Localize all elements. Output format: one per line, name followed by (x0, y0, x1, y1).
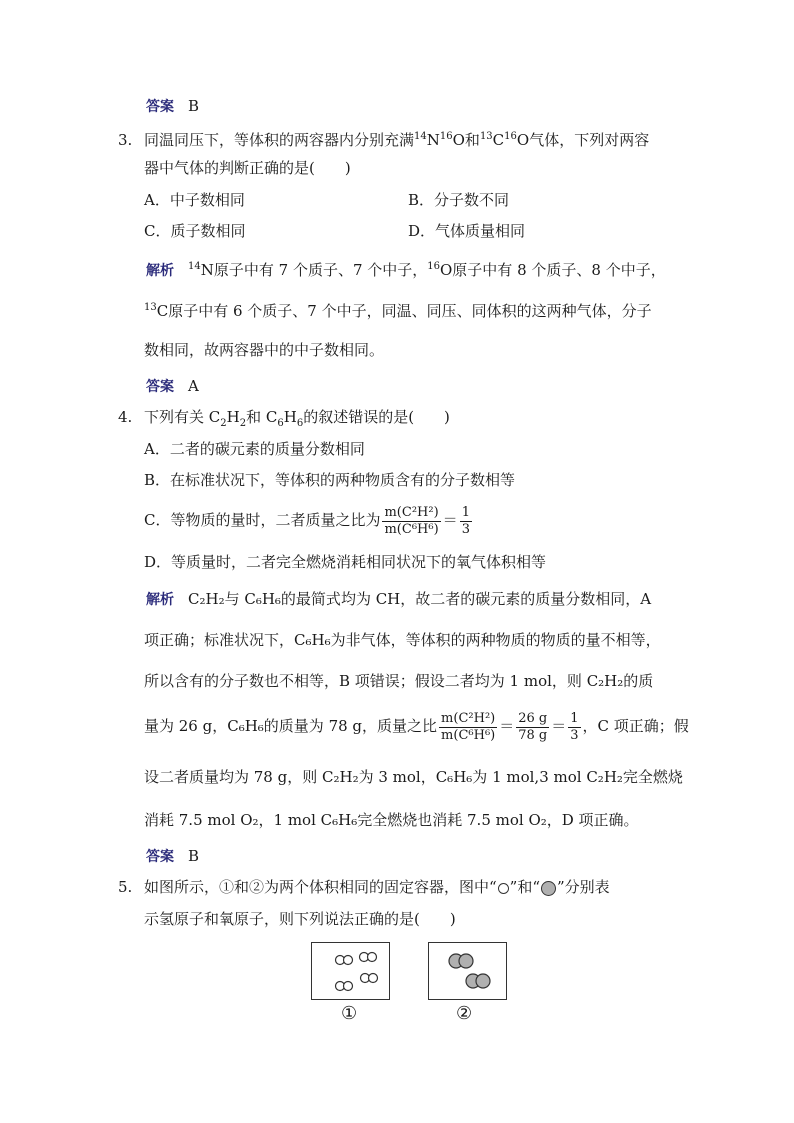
q4-analysis-line4: 量为 26 g，C₆H₆的质量为 78 g，质量之比 $\frac{\text{m(C²H²)}}{\text{m(C⁶H⁶)}}$ ＝ $\frac{26 g}{78 g}$ ＝ $\frac{1}{3}$ ，C 项正确；假 (144, 710, 689, 743)
oxygen-molecules-svg (429, 943, 506, 999)
q4-analysis-line2: 项正确；标准状况下，C₆H₆为非气体，等体积的两种物质的物质的量不相等， (144, 631, 661, 649)
question-number: 3. (118, 131, 133, 149)
q3-analysis-line1: 解析 $^{14}$N原子中有 7 个质子、7 个中子，$^{16}$O原子中有 8 个质子、8 个中子， (146, 261, 666, 279)
container-1-label: ① (341, 1003, 358, 1024)
q3-option-d: D．气体质量相同 (408, 222, 526, 240)
q4-option-c: C．等物质的量时，二者质量之比为 $\frac{\text{m(C²H²)}}{\text{m(C⁶H⁶)}}$ ＝ $\frac{1}{3}$ (144, 504, 470, 537)
q4-analysis-line1: 解析 C₂H₂与 C₆H₆的最简式均为 CH，故二者的碳元素的质量分数相同，A (146, 590, 652, 608)
container-2-label: ② (456, 1003, 473, 1024)
fraction: $\frac{\text{m(C²H²)}}{\text{m(C⁶H⁶)}}$ (441, 710, 496, 743)
answer-label: 答案 (146, 99, 174, 115)
hydrogen-atom-icon (498, 883, 509, 894)
container-2-diagram (428, 942, 507, 1000)
q4-option-d: D．等质量时，二者完全燃烧消耗相同状况下的氧气体积相等 (144, 553, 547, 571)
q3-stem-line2: 器中气体的判断正确的是( ) (144, 159, 351, 177)
q3-option-a: A．中子数相同 (144, 191, 245, 209)
fraction: $\frac{1}{3}$ (570, 710, 579, 743)
q3-analysis-line3: 数相同，故两容器中的中子数相同。 (144, 341, 385, 359)
q4-analysis-line6: 消耗 7.5 mol O₂，1 mol C₆H₆完全燃烧也消耗 7.5 mol O₂，D 项正确。 (144, 811, 639, 829)
q3-stem-line1: 3. 同温同压下，等体积的两容器内分别充满$^{14}N^{16}O$和$^{13}C^{16}O$气体，下列对两容 (118, 131, 650, 149)
q3-analysis-line2: $^{13}$C原子中有 6 个质子、7 个中子，同温、同压、同体积的这两种气体，分子 (144, 302, 652, 320)
q3-option-b: B．分子数不同 (408, 191, 510, 209)
container-1-diagram (311, 942, 390, 1000)
answer-line (146, 96, 199, 117)
answer-value: B (188, 97, 200, 115)
q4-answer: 答案 B (146, 847, 200, 865)
hydrogen-molecules-svg (312, 943, 389, 999)
q3-answer: 答案 A (146, 377, 199, 395)
q3-option-c: C．质子数相同 (144, 222, 246, 240)
fraction: $\frac{26 g}{78 g}$ (518, 710, 548, 743)
q4-analysis-line3: 所以含有的分子数也不相等，B 项错误；假设二者均为 1 mol，则 C₂H₂的质 (144, 672, 654, 690)
fraction: $\frac{1}{3}$ (461, 504, 470, 537)
q5-stem-line1: 5. 如图所示，①和②为两个体积相同的固定容器，图中“ ”和“ ”分别表 (118, 878, 610, 896)
analysis-label: 解析 (146, 263, 174, 279)
q4-option-a: A．二者的碳元素的质量分数相同 (144, 440, 365, 458)
fraction: $\frac{\text{m(C²H²)}}{\text{m(C⁶H⁶)}}$ (384, 504, 439, 537)
q4-option-b: B．在标准状况下，等体积的两种物质含有的分子数相等 (144, 471, 516, 489)
q5-stem-line2: 示氢原子和氧原子，则下列说法正确的是( ) (144, 910, 456, 928)
q4-analysis-line5: 设二者质量均为 78 g，则 C₂H₂为 3 mol，C₆H₆为 1 mol,3 mol C₂H₂完全燃烧 (144, 768, 683, 786)
oxygen-atom-icon (541, 881, 556, 896)
q4-stem: 4. 下列有关 $C_2H_2$和 $C_6H_6$的叙述错误的是( ) (118, 408, 450, 429)
